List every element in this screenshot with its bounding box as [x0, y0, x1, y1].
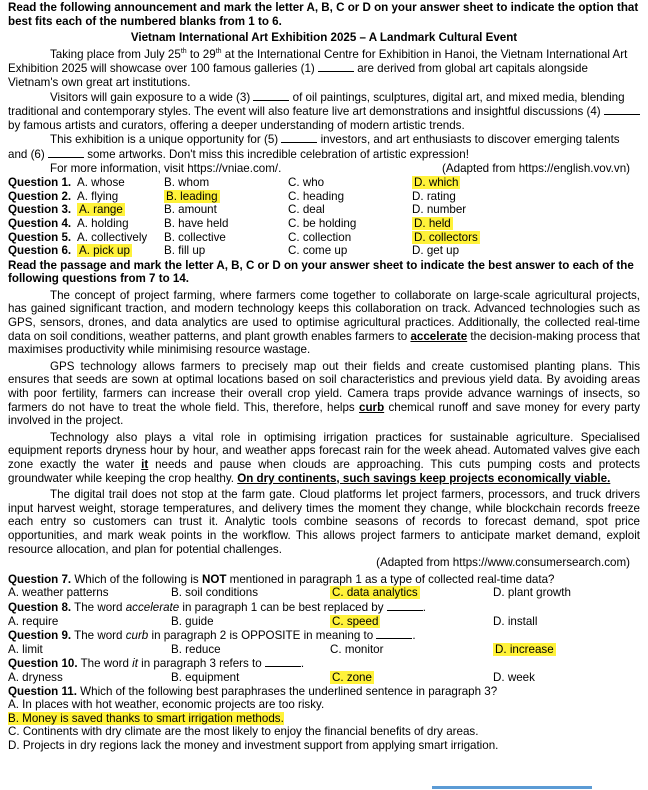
blank-5 — [281, 132, 317, 143]
question-11-option-c[interactable]: C. Continents with dry climate are the most likely to enjoy the financial benefits of dry areas. — [8, 725, 479, 739]
option-b[interactable]: B. leading — [166, 189, 218, 203]
question-7-stem: Question 7. Which of the following is NOT mentioned in paragraph 1 as a type of collected real-time data? — [8, 572, 555, 586]
option-c[interactable]: C. heading — [288, 189, 345, 203]
option[interactable]: A. limit — [8, 642, 43, 656]
option-d[interactable]: D. number — [412, 203, 467, 217]
option-b[interactable]: B. whom — [164, 176, 210, 190]
option-c[interactable]: C. who — [288, 176, 325, 190]
option-b[interactable]: B. have held — [164, 216, 229, 230]
question-9-stem: Question 9. The word curb in paragraph 2 is OPPOSITE in meaning to . — [8, 629, 416, 643]
blank-6 — [48, 147, 84, 158]
option-a[interactable]: A. whose — [77, 176, 125, 190]
option-a[interactable]: A. pick up — [79, 244, 130, 258]
keyword-accelerate: accelerate — [410, 329, 468, 343]
option[interactable]: B. equipment — [171, 670, 240, 684]
option[interactable]: C. data analytics — [332, 586, 418, 600]
question-label: Question 5. — [8, 230, 72, 244]
announcement-source-line — [8, 162, 640, 176]
option[interactable]: D. week — [493, 670, 535, 684]
question-9-options — [8, 643, 640, 657]
option[interactable]: C. monitor — [330, 642, 384, 656]
announcement-paragraph-3: This exhibition is a unique opportunity for (5) investors, and art enthusiasts to discover emerging talents and (6) some artworks. Don't miss this incredible celebration of artistic expression! — [8, 133, 620, 161]
question-10-stem: Question 10. The word it in paragraph 3 refers to . — [8, 657, 305, 671]
option[interactable]: A. dryness — [8, 670, 63, 684]
option[interactable]: A. require — [8, 614, 59, 628]
question-label: Question 2. — [8, 189, 72, 203]
option[interactable]: D. install — [493, 614, 538, 628]
option[interactable]: C. speed — [332, 614, 379, 628]
question-label: Question 4. — [8, 216, 72, 230]
passage-paragraph-3: Technology also plays a vital role in optimising irrigation practices for sustainable agriculture. Specialised equipment reports dryness hour by hour, and weather apps forecast rain for the week ahead. Automated valves give each zone exactly the water it needs and pause when clouds are approaching. This cuts pumping costs and protects groundwater while keeping the crop healthy. On dry continents, such savings keep projects economically viable. — [8, 430, 640, 485]
question-row — [8, 244, 480, 258]
passage-paragraph-4: The digital trail does not stop at the farm gate. Cloud platforms let project farmers, processors, and truck drivers input harvest weight, storage temperatures, and delivery times the moment they change, while blockchain records freeze each entry so customers can trust it. Analytic tools combine seasons of records to forecast demand, spot price opportunities, and mark weak points in the workflow. This allows project farmers to anticipate market demand, exploit resource allocation, and plan for potential challenges. — [8, 488, 640, 556]
question-8-stem: Question 8. The word accelerate in paragraph 1 can be best replaced by . — [8, 600, 426, 614]
option-b[interactable]: B. fill up — [164, 244, 206, 258]
option-c[interactable]: C. come up — [288, 244, 348, 258]
announcement-title: Vietnam International Art Exhibition 2025 – A Landmark Cultural Event — [130, 31, 518, 45]
question-row — [8, 203, 480, 217]
option[interactable]: D. increase — [495, 642, 554, 656]
option-a[interactable]: A. range — [79, 203, 123, 217]
question-11-stem: Question 11. Which of the following best paraphrases the underlined sentence in paragraph 3? — [8, 684, 498, 698]
option[interactable]: B. guide — [171, 614, 214, 628]
question-row — [8, 176, 480, 190]
section1-instruction: Read the following announcement and mark the letter A, B, C or D on your answer sheet to indicate the option that best fits each of the numbered blanks from 1 to 6. — [8, 1, 639, 28]
more-info-text: For more information, visit https://vniae.com/. — [50, 161, 282, 175]
option-a[interactable]: A. holding — [77, 216, 129, 230]
question-10-options — [8, 671, 640, 685]
announcement-paragraph-1: Taking place from July 25th to 29th at the International Centre for Exhibition in Hanoi, the Vietnam International Art Exhibition 2025 will showcase over 100 famous galleries (1) are derived from global art capitals alongside Vietnam's own great art institutions. — [8, 47, 628, 89]
question-11-option-b[interactable]: B. Money is saved thanks to smart irrigation methods. — [8, 711, 284, 725]
question-label: Question 6. — [8, 244, 72, 258]
keyword-it: it — [141, 458, 149, 471]
blank-q8 — [387, 600, 423, 611]
section2-instruction: Read the passage and mark the letter A, B, C or D on your answer sheet to indicate the best answer to each of the following questions from 7 to 14. — [8, 258, 634, 286]
passage-source: (Adapted from https://www.consumersearch.com) — [376, 556, 630, 570]
question-11-option-d[interactable]: D. Projects in dry regions lack the money and investment support from applying smart irrigation. — [8, 738, 499, 752]
option[interactable]: B. soil conditions — [171, 586, 258, 600]
passage-paragraph-1: The concept of project farming, where farmers come together to collaborate on large-scale agricultural projects, has gained significant traction, and modern technology keeps this collaboration on track. Advanced technologies such as GPS, sensors, drones, and data analytics are used to optimise agricultural practices. Additionally, the collected real-time data on soil conditions, weather patterns, and plant growth enables farmers to accelerate the decision-making process that maximises productivity while minimising resource wastage. — [8, 288, 640, 357]
blank-q10 — [265, 656, 301, 667]
keyword-curb: curb — [359, 400, 385, 414]
blank-3 — [253, 90, 289, 101]
option-d[interactable]: D. rating — [412, 189, 456, 203]
underlined-sentence: On dry continents, such savings keep projects economically viable. — [237, 471, 611, 485]
questions-1-6-table — [8, 176, 480, 258]
option-c[interactable]: C. collection — [288, 230, 352, 244]
question-label: Question 1. — [8, 176, 72, 190]
question-row — [8, 217, 480, 231]
option-d[interactable]: D. collectors — [414, 230, 478, 244]
option[interactable]: A. weather patterns — [8, 586, 109, 600]
option-c[interactable]: C. deal — [288, 203, 325, 217]
question-11-option-a[interactable]: A. In places with hot weather, economic projects are too risky. — [8, 698, 325, 712]
accent-bar — [432, 786, 592, 789]
option-c[interactable]: C. be holding — [288, 216, 357, 230]
question-row — [8, 190, 480, 204]
option-d[interactable]: D. held — [414, 216, 451, 230]
option[interactable]: D. plant growth — [493, 586, 571, 600]
option[interactable]: B. reduce — [171, 642, 221, 656]
passage-paragraph-2: GPS technology allows farmers to precisely map out their fields and create customised planting plans. This ensures that seeds are sown at optimal locations based on soil characteristics and previous yield data. By avoiding areas with poor fertility, farmers can increase their overall crop yield. Camera traps provide advance warnings of insects, so farmers do not have to treat the whole field. This, therefore, helps curb chemical runoff and save money for every party involved in the project. — [8, 359, 640, 428]
question-7-options — [8, 586, 640, 600]
blank-4 — [604, 104, 640, 115]
option-b[interactable]: B. amount — [164, 203, 217, 217]
announcement-paragraph-2: Visitors will gain exposure to a wide (3) of oil paintings, sculptures, digital art, and mixed media, blending traditional and contemporary styles. The event will also feature live art demonstrations and insightful discussions (4) by famous artists and curators, offering a deeper understanding of modern artistic trends. — [8, 90, 640, 133]
question-8-options — [8, 615, 640, 629]
question-row — [8, 231, 480, 245]
option-a[interactable]: A. flying — [77, 189, 119, 203]
question-label: Question 3. — [8, 203, 72, 217]
option-a[interactable]: A. collectively — [77, 230, 148, 244]
option-d[interactable]: D. get up — [412, 244, 460, 258]
option[interactable]: C. zone — [332, 670, 372, 684]
option-b[interactable]: B. collective — [164, 230, 226, 244]
option-d[interactable]: D. which — [414, 176, 459, 190]
announcement-source: (Adapted from https://english.vov.vn) — [442, 161, 630, 175]
blank-q9 — [376, 628, 412, 639]
blank-1 — [318, 61, 354, 72]
